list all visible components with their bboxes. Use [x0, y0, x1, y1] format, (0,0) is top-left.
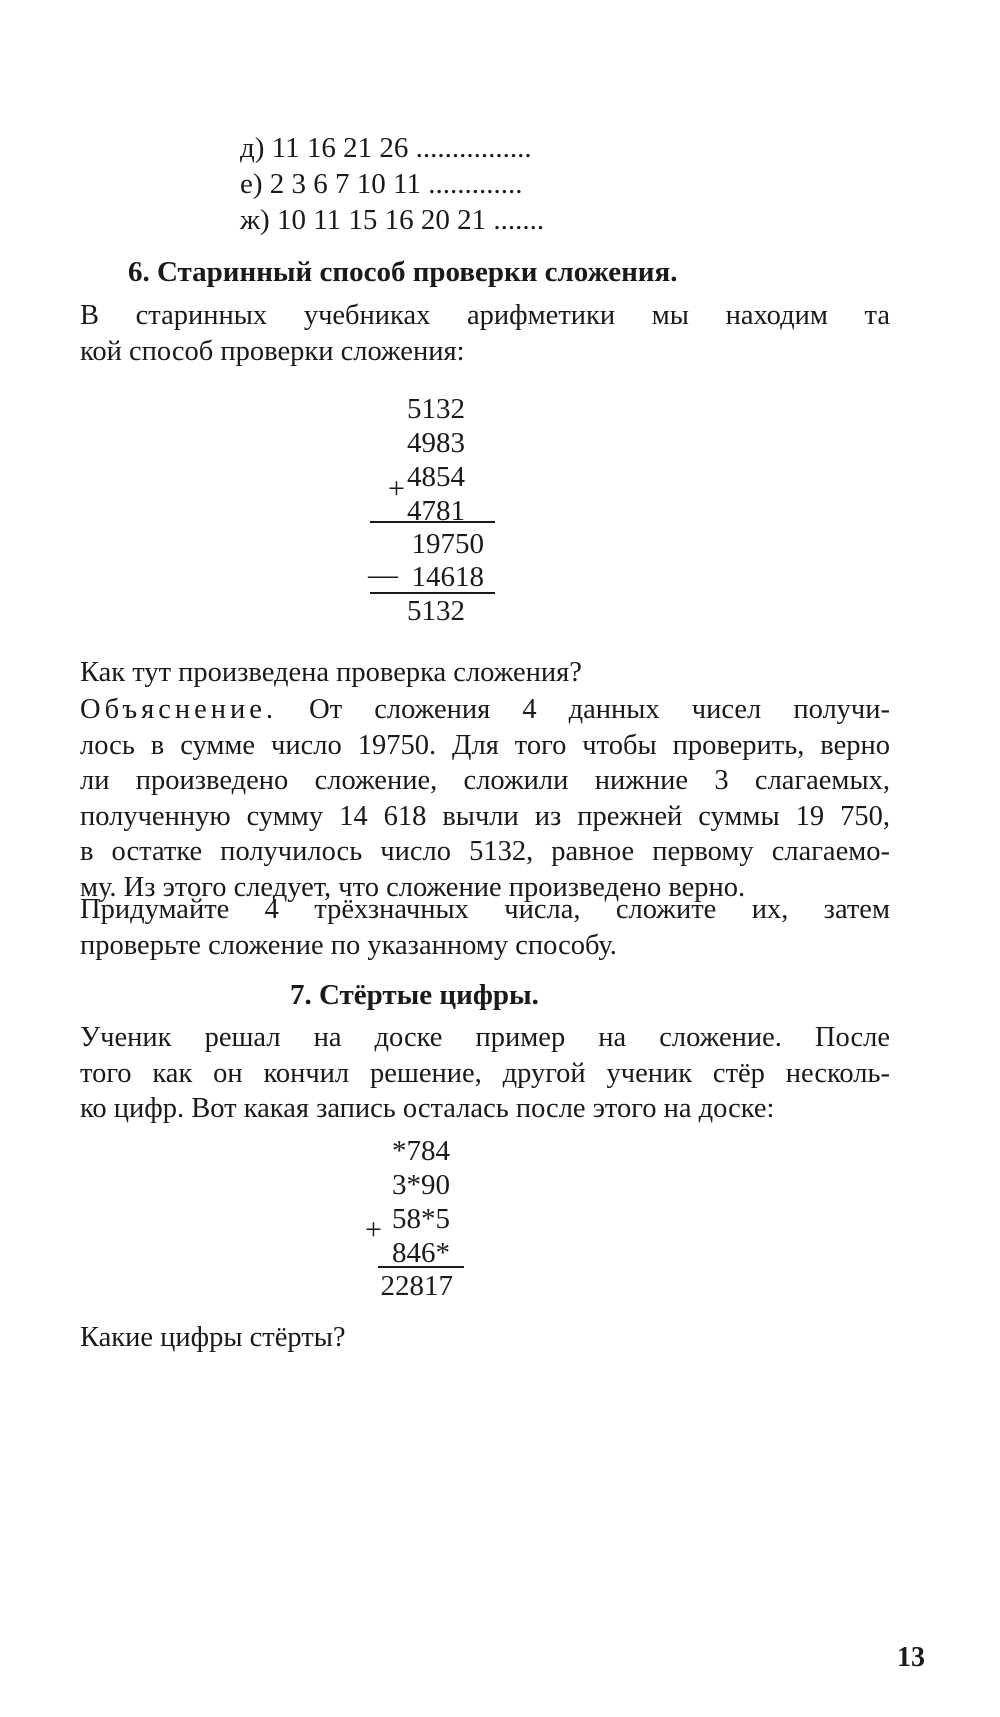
sequence-label: д): [240, 132, 265, 164]
addend: 58*5: [392, 1203, 450, 1235]
addend: 4854: [407, 461, 465, 493]
sum-rule: [370, 521, 495, 523]
text-line: лось в сумме число 19750. Для того чтобы проверить, верно: [80, 729, 890, 761]
text-line: ко цифр. Вот какая запись осталась после этого на доске:: [80, 1093, 775, 1124]
text-line: Придумайте 4 трёхзначных числа, сложите их, затем: [80, 894, 890, 925]
sum: 22817: [380, 1270, 453, 1302]
addend: *784: [392, 1135, 450, 1167]
difference-rule: [370, 592, 495, 594]
sequence-dots: .......: [493, 204, 545, 236]
explanation-label: Объяснение.: [80, 694, 278, 725]
text-line: му. Из этого следует, что сложение произведено верно.: [80, 871, 746, 903]
addend: 5132: [407, 393, 465, 425]
sequence-numbers: 10 11 15 16 20 21: [276, 204, 487, 236]
sequence-e: [240, 168, 522, 201]
text-line: кой способ проверки сложения:: [80, 335, 465, 367]
section6-intro: [80, 298, 890, 369]
sequence-label: е): [240, 168, 263, 200]
addend: 4781: [407, 495, 465, 527]
section7-question: Какие цифры стёрты?: [80, 1322, 346, 1353]
plus-sign: +: [365, 1213, 382, 1246]
sequence-zh: [240, 204, 544, 237]
sequence-dots: .............: [428, 168, 523, 200]
sequence-dots: ................: [415, 132, 532, 164]
section6-title: 6. Старинный способ проверки сложения.: [128, 256, 678, 288]
minus-sign: —: [368, 558, 398, 591]
subtrahend: 14618: [411, 561, 484, 593]
text-line: Ученик решал на доске пример на сложение. После: [80, 1022, 890, 1053]
sequence-label: ж): [240, 204, 270, 236]
sum-rule: [378, 1266, 464, 1268]
plus-sign: +: [388, 472, 405, 505]
section6-explanation: [80, 692, 890, 905]
section7-intro: [80, 1020, 890, 1127]
text-line: проверьте сложение по указанному способу.: [80, 929, 617, 961]
text-line: ли произведено сложение, сложили нижние 3 слагаемых,: [80, 765, 890, 796]
sequence-numbers: 2 3 6 7 10 11: [269, 168, 421, 200]
addend: 3*90: [392, 1169, 450, 1201]
sum: 19750: [411, 528, 484, 560]
text-line: в остатке получилось число 5132, равное первому слагаемо-: [80, 836, 890, 867]
text-line: того как он кончил решение, другой ученик стёр несколь-: [80, 1057, 890, 1089]
addend: 846*: [392, 1237, 450, 1269]
text-line: полученную сумму 14 618 вычли из прежней суммы 19 750,: [80, 800, 890, 832]
addend: 4983: [407, 427, 465, 459]
section6-task: [80, 892, 890, 963]
sequence-d: [240, 132, 532, 165]
text-line: Объяснение. От сложения 4 данных чисел получи-: [80, 694, 890, 725]
page-number: 13: [897, 1642, 925, 1673]
section7-title: 7. Стёртые цифры.: [290, 979, 539, 1011]
sequence-numbers: 11 16 21 26: [271, 132, 409, 164]
section6-question: Как тут произведена проверка сложения?: [80, 657, 582, 688]
difference: 5132: [407, 595, 465, 627]
text-line: В старинных учебниках арифметики мы находим та: [80, 300, 890, 331]
